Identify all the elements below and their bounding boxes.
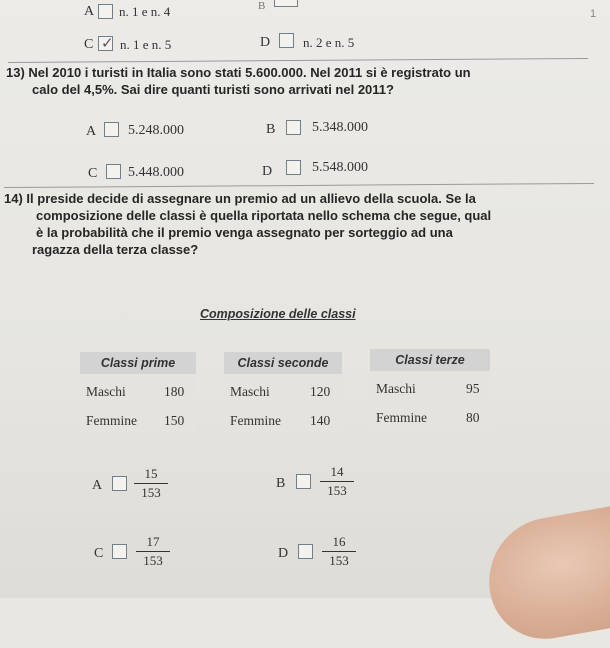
- q14-option-b-numerator: 14: [320, 464, 354, 482]
- prev-option-d-letter: D: [260, 35, 271, 50]
- prev-option-d-checkbox[interactable]: [279, 33, 294, 48]
- question-13: [6, 64, 606, 98]
- question-13-number: 13): [6, 65, 25, 80]
- q14-option-d-checkbox[interactable]: [298, 544, 313, 559]
- q14-option-a-numerator: 15: [134, 466, 168, 484]
- question-14-line2: composizione delle classi è quella riportata nello schema che segue, qual: [36, 208, 492, 223]
- question-14-line4: ragazza della terza classe?: [32, 242, 199, 257]
- q13-option-a-text: 5.248.000: [128, 123, 184, 138]
- question-14: [4, 190, 608, 258]
- q13-option-c-text: 5.448.000: [128, 165, 184, 180]
- q14-option-b-checkbox[interactable]: [296, 474, 311, 489]
- table-terze-row2-value: 80: [466, 410, 480, 425]
- q14-option-a-letter: A: [92, 478, 103, 493]
- table-seconde-header: Classi seconde: [224, 352, 342, 374]
- table-prime-row2-value: 150: [164, 413, 185, 428]
- q13-option-d-checkbox[interactable]: [286, 160, 301, 175]
- q13-option-b-checkbox[interactable]: [286, 120, 301, 135]
- q13-option-d-text: 5.548.000: [312, 160, 368, 175]
- q14-option-c-letter: C: [94, 546, 104, 561]
- table-seconde-row2-label: Femmine: [230, 413, 281, 428]
- divider: [8, 58, 588, 63]
- table-terze-row1-label: Maschi: [376, 381, 416, 396]
- q14-option-b-fraction: [320, 464, 354, 499]
- q14-option-b-letter: B: [276, 476, 286, 491]
- check-mark-icon: ✓: [101, 35, 114, 52]
- table-prime-header: Classi prime: [80, 352, 196, 374]
- table-seconde-row2-value: 140: [310, 413, 331, 428]
- prev-option-a-text: n. 1 e n. 4: [119, 4, 171, 19]
- q14-option-c-fraction: [136, 534, 170, 569]
- question-14-number: 14): [4, 191, 23, 206]
- table-prime-row2-label: Femmine: [86, 413, 137, 428]
- question-14-line1: Il preside decide di assegnare un premio ad un allievo della scuola. Se la: [26, 191, 476, 206]
- q14-option-c-numerator: 17: [136, 534, 170, 552]
- q14-option-a-denominator: 153: [141, 485, 161, 500]
- prev-option-c-checkbox[interactable]: [98, 36, 113, 51]
- table-terze-header: Classi terze: [370, 349, 490, 371]
- question-14-line3: è la probabilità che il premio venga assegnato per sorteggio ad una: [36, 225, 453, 240]
- q13-option-b-text: 5.348.000: [312, 120, 368, 135]
- q13-option-a-letter: A: [86, 124, 97, 139]
- table-prime-row1-value: 180: [164, 384, 185, 399]
- q14-option-d-fraction: [322, 534, 356, 569]
- prev-option-c-text: n. 1 e n. 5: [120, 37, 172, 52]
- q14-option-a-checkbox[interactable]: [112, 476, 127, 491]
- q14-option-a-fraction: [134, 466, 168, 501]
- q14-option-c-checkbox[interactable]: [112, 544, 127, 559]
- thumb-finger: [479, 496, 610, 647]
- q13-option-d-letter: D: [262, 164, 273, 179]
- q14-option-b-denominator: 153: [327, 483, 347, 498]
- question-13-line2: calo del 4,5%. Sai dire quanti turisti sono arrivati nel 2011?: [32, 82, 394, 97]
- table-terze-row1-value: 95: [466, 381, 480, 396]
- table-caption: Composizione delle classi: [200, 307, 356, 321]
- corner-page-number: 1: [590, 8, 597, 20]
- q13-option-c-checkbox[interactable]: [106, 164, 121, 179]
- q14-option-d-denominator: 153: [329, 553, 349, 568]
- table-prime-row1-label: Maschi: [86, 384, 126, 399]
- prev-option-a-letter: A: [84, 4, 95, 19]
- q14-option-c-denominator: 153: [143, 553, 163, 568]
- q13-option-c-letter: C: [88, 166, 98, 181]
- q13-option-a-checkbox[interactable]: [104, 122, 119, 137]
- prev-option-d-text: n. 2 e n. 5: [303, 35, 355, 50]
- prev-option-c-letter: C: [84, 37, 94, 52]
- table-seconde-row1-value: 120: [310, 384, 331, 399]
- prev-option-b-checkbox[interactable]: [274, 0, 298, 7]
- prev-option-b-letter: B: [258, 0, 266, 12]
- q14-option-d-numerator: 16: [322, 534, 356, 552]
- q13-option-b-letter: B: [266, 122, 276, 137]
- divider: [4, 183, 594, 188]
- table-terze-row2-label: Femmine: [376, 410, 427, 425]
- question-13-line1: Nel 2010 i turisti in Italia sono stati 5.600.000. Nel 2011 si è registrato un: [28, 65, 471, 80]
- q14-option-d-letter: D: [278, 546, 289, 561]
- prev-option-a-checkbox[interactable]: [98, 4, 113, 19]
- table-seconde-row1-label: Maschi: [230, 384, 270, 399]
